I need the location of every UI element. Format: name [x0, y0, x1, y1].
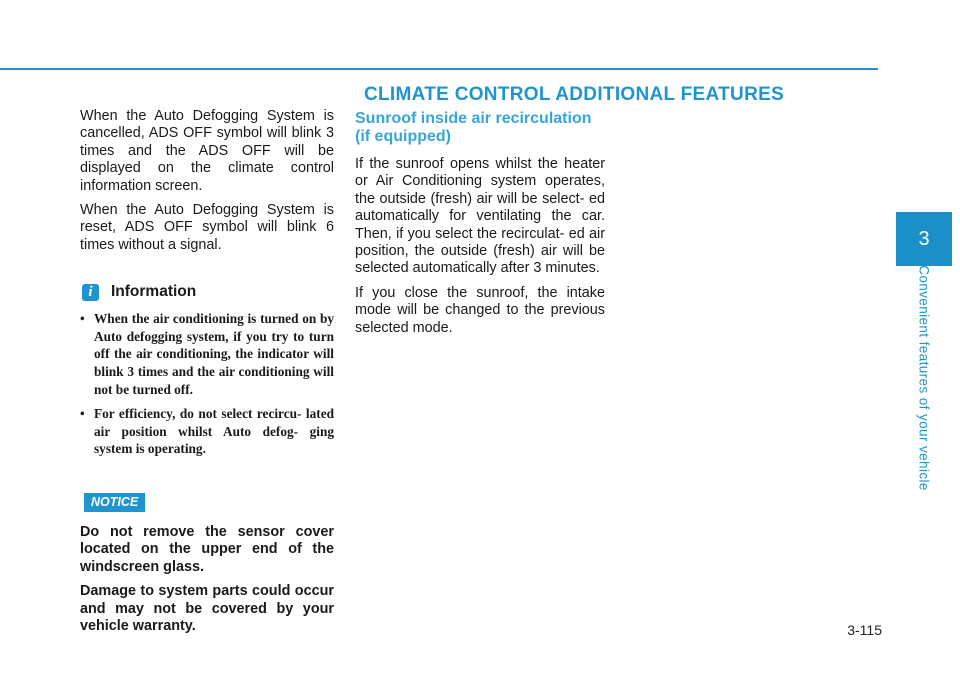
information-title: Information — [111, 283, 197, 301]
information-list — [80, 310, 334, 458]
information-header — [80, 283, 334, 301]
page-number: 3-115 — [847, 622, 882, 638]
notice-paragraph: Damage to system parts could occur and may not be covered by your vehicle warranty. — [80, 583, 334, 635]
paragraph: When the Auto Defogging System is reset, ADS OFF symbol will blink 6 times without a signal. — [80, 202, 334, 253]
middle-column — [355, 108, 605, 344]
information-icon: i — [82, 284, 99, 301]
chapter-title: Convenient features of your vehicle — [916, 265, 932, 491]
paragraph: When the Auto Defogging System is cancelled, ADS OFF symbol will blink 3 times and the ADS OFF will be displayed on the climate control information screen. — [80, 108, 334, 194]
section-title: CLIMATE CONTROL ADDITIONAL FEATURES — [364, 84, 785, 105]
paragraph: If the sunroof opens whilst the heater or Air Conditioning system operates, the outside (fresh) air will be select- ed automatically for ventilating the car. Then, if you select the recirculat- ed air position, the outside (fresh) air will be selected automatically after 3 minutes. — [355, 156, 605, 277]
paragraph: If you close the sunroof, the intake mode will be changed to the previous selected mode. — [355, 284, 605, 336]
chapter-tab: 3 — [896, 212, 952, 266]
notice-paragraph: Do not remove the sensor cover located on the upper end of the windscreen glass. — [80, 524, 334, 575]
top-divider — [0, 68, 878, 70]
notice-badge: NOTICE — [84, 493, 145, 512]
left-column — [80, 108, 334, 642]
list-item: • When the air conditioning is turned on by Auto defogging system, if you try to turn off the air conditioning, the indicator will blink 3 times and the air conditioning will not be turned off. — [80, 311, 334, 397]
subsection-title: Sunroof inside air recirculation (if equipped) — [355, 110, 592, 145]
list-item: • For efficiency, do not select recircu- lated air position whilst Auto defog- ging system is operating. — [80, 406, 334, 457]
